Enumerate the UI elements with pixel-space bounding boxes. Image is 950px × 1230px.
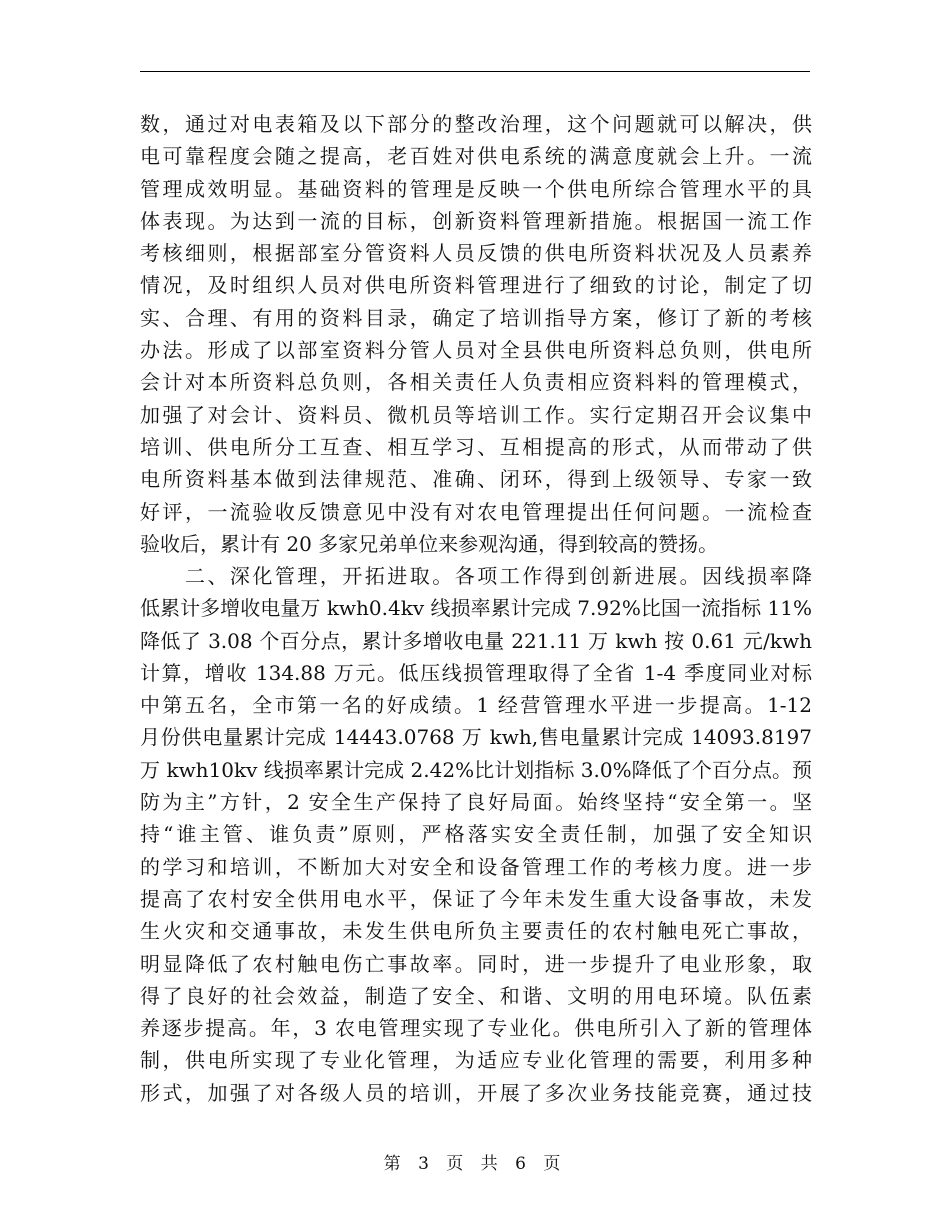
text-line: 的学习和培训，不断加大对安全和设备管理工作的考核力度。进一步 [140,854,812,879]
text-line: 会计对本所资料总负则，各相关责任人负责相应资料料的管理模式， [140,370,812,395]
text-line: 制，供电所实现了专业化管理，为适应专业化管理的需要，利用多种 [140,1048,812,1073]
text-line: 生火灾和交通事故，未发生供电所负主要责任的农村触电死亡事故， [140,919,812,944]
text-line: 明显降低了农村触电伤亡事故率。同时，进一步提升了电业形象，取 [140,951,812,976]
text-line: 提高了农村安全供用电水平，保证了今年未发生重大设备事故，未发 [140,886,812,911]
text-line: 考核细则，根据部室分管资料人员反馈的供电所资料状况及人员素养 [140,241,812,266]
text-line: 管理成效明显。基础资料的管理是反映一个供电所综合管理水平的具 [140,176,812,201]
text-line: 万 kwh10kv 线损率累计完成 2.42%比计划指标 3.0%降低了个百分点。预 [140,757,812,782]
header-rule [140,71,810,72]
text-line: 月份供电量累计完成 14443.0768 万 kwh,售电量累计完成 14093.8197 [140,725,812,750]
text-line: 情况，及时组织人员对供电所资料管理进行了细致的讨论，制定了切 [140,273,812,298]
text-line: 电所资料基本做到法律规范、准确、闭环，得到上级领导、专家一致 [140,467,812,492]
text-line: 低累计多增收电量万 kwh0.4kv 线损率累计完成 7.92%比国一流指标 11% [140,596,812,621]
body-paragraph-2 [140,560,812,1109]
text-line: 形式，加强了对各级人员的培训，开展了多次业务技能竞赛，通过技 [140,1080,812,1105]
body-paragraph-1 [140,108,812,560]
text-line: 计算，增收 134.88 万元。低压线损管理取得了全省 1-4 季度同业对标 [140,660,812,685]
text-line: 验收后，累计有 20 多家兄弟单位来参观沟通，得到较高的赞扬。 [140,531,719,556]
text-line: 降低了 3.08 个百分点，累计多增收电量 221.11 万 kwh 按 0.61 元/kwh [140,628,812,653]
text-line: 得了良好的社会效益，制造了安全、和谐、文明的用电环境。队伍素 [140,983,812,1008]
text-line: 加强了对会计、资料员、微机员等培训工作。实行定期召开会议集中 [140,402,812,427]
page-footer: 第 3 页 共 6 页 [383,1154,567,1174]
text-line: 好评，一流验收反馈意见中没有对农电管理提出任何问题。一流检查 [140,499,812,524]
text-line: 培训、供电所分工互查、相互学习、互相提高的形式，从而带动了供 [140,434,812,459]
text-line: 二、深化管理，开拓进取。各项工作得到创新进展。因线损率降 [140,564,812,588]
text-line: 体表现。为达到一流的目标，创新资料管理新措施。根据国一流工作 [140,208,812,233]
text-line: 数，通过对电表箱及以下部分的整改治理，这个问题就可以解决，供 [140,112,812,136]
text-line: 办法。形成了以部室资料分管人员对全县供电所资料总负则，供电所 [140,338,812,363]
text-line: 实、合理、有用的资料目录，确定了培训指导方案，修订了新的考核 [140,305,812,330]
text-line: 电可靠程度会随之提高，老百姓对供电系统的满意度就会上升。一流 [140,144,812,169]
text-line: 养逐步提高。年，3 农电管理实现了专业化。供电所引入了新的管理体 [140,1016,812,1041]
text-line: 防为主”方针，2 安全生产保持了良好局面。始终坚持“安全第一。坚 [140,790,812,815]
text-line: 持“谁主管、谁负责”原则，严格落实安全责任制，加强了安全知识 [140,822,812,847]
text-line: 中第五名，全市第一名的好成绩。1 经营管理水平进一步提高。1-12 [140,693,812,718]
